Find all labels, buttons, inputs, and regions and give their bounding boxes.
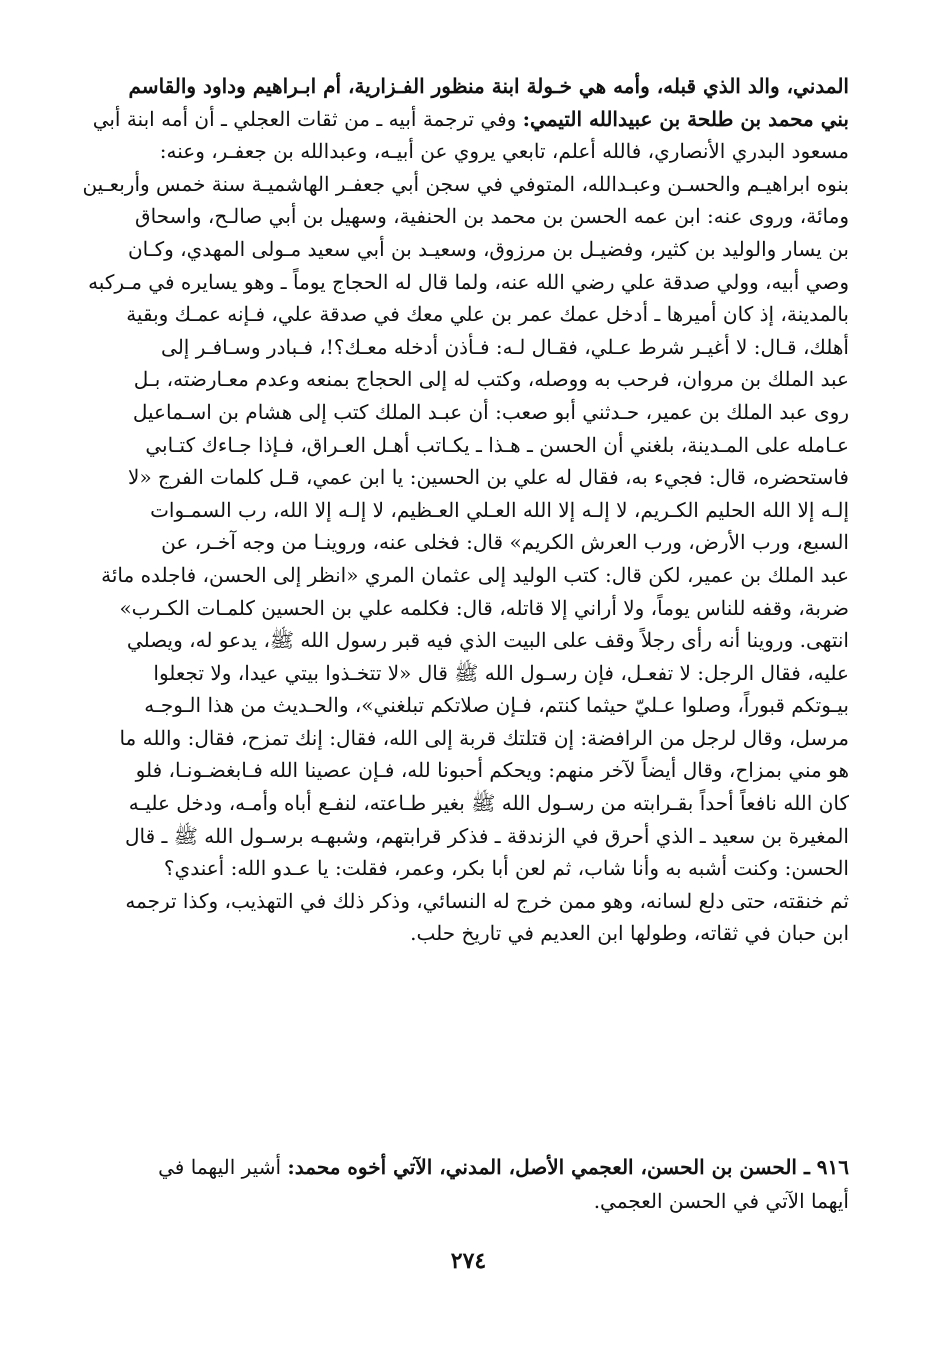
entry-heading: ٩١٦ ـ الحسن بن الحسن، العجمي الأصل، المدني، الآتي أخوه محمد:: [287, 1155, 849, 1179]
text-line: المغيرة بن سعيد ـ الذي أحرق في الزندقة ـ فذكر قرابتهم، وشبهـه برسـول الله ﷺ ـ قال: [124, 823, 849, 848]
text-line: عـامله على المـدينة، بلغني أن الحسن ـ هـذا ـ يكـاتب أهـل العـراق، فـإذا جـاءك كتـابي: [145, 432, 849, 457]
text-line: ثم خنقته، حتى دلع لسانه، وهو ممن خرج له النسائي، وذكر ذلك في التهذيب، وكذا ترجمه: [125, 888, 849, 913]
text-line: هو مني بمزاح، وقال أيضاً لآخر منهم: ويحكم أحبونا لله، فـإن عصينا الله فـابغضـونـا، فلو: [135, 758, 849, 783]
text-line: ابن حبان في ثقاته، وطولها ابن العديم في تاريخ حلب.: [410, 921, 849, 946]
text-line: أهلك، قـال: لا أغيـر شرط عـلي، فقـال لـه: فـأذن أدخله معـك؟!، فـبادر وسـافـر إلى: [161, 334, 849, 359]
text-line: إلـه إلا الله الحليم الكـريم، لا إلـه إلا الله العـلي العـظيم، لا إلـه إلا الله، رب السمـوات: [150, 497, 849, 522]
text-line: عبد الملك بن مروان، فرحب به ووصله، وكتب له إلى الحجاج بمنعه وعدم معـارضته، بـل: [133, 367, 849, 392]
text-line: [70, 103, 849, 136]
text-line: عبد الملك بن عمير، لكن قال: كتب الوليد إلى عثمان المري «انظر إلى الحسن، فاجلده مائة: [101, 562, 849, 587]
text-line: ومائة، وروى عنه: ابن عمه الحسن بن محمد بن الحنفية، وسهيل بن أبي صالـح، واسحاق: [135, 204, 849, 229]
text-line: وصي أبيه، وولي صدقة علي رضي الله عنه، ولما قال له الحجاج يوماً ـ وهو يسايره في مـركبه: [88, 269, 849, 294]
text-line: الحسن: وكنت أشبه به وأنا شاب، ثم لعن أبا بكر، وعمر، فقلت: يا عـدو الله: أعندي؟: [163, 856, 849, 881]
text-line: بن يسار والوليد بن كثير، وفضيـل بن مرزوق، وسعيـد بن أبي سعيد مـولى المهدي، وكـان: [127, 236, 849, 261]
text-line: بنوه ابراهيـم والحسـن وعبـدالله، المتوفي في سجن أبي جعفـر الهاشميـة سنة خمس وأربعـين: [82, 171, 849, 196]
text-line: روى عبد الملك بن عمير، حـدثني أبو صعب: أن عبـد الملك كتب إلى هشام بن اسـماعيل: [132, 399, 849, 424]
entry-916: [70, 1150, 849, 1218]
bold-name-segment: بني محمد بن طلحة بن عبيدالله التيمي:: [522, 106, 849, 131]
text-line: فاستحضره، قال: فجيء به، فقال له علي بن الحسين: يا ابن عمي، قـل كلمات الفرج «لا: [128, 465, 849, 490]
text-line: عليه، فقال الرجل: لا تفعـل، فإن رسـول الله ﷺ قال «لا تتخـذوا بيتي عيدا، ولا تجعلوا: [153, 660, 849, 685]
text-line: كان الله نافعاً أحداً بقـرابته من رسـول الله ﷺ بغير طـاعته، لنفـع أباه وأمـه، ودخل عليـه: [128, 791, 849, 816]
text-line: بالمدينة، إذ كان أميرها ـ أدخل عمك عمر بن علي معك في صدقة علي، فـإنه عمـك وبقية: [126, 302, 849, 327]
text-line: ضربة، وقفه للناس يوماً، ولا أراني إلا قاتله، قال: فكلمه علي بن الحسين كلمـات الكـرب»: [119, 595, 849, 620]
text-segment: وفي ترجمة أبيه ـ من ثقات العجلي ـ أن أمه ابنة أبي: [92, 106, 523, 131]
text-line: مسعود البدري الأنصاري، فالله أعلم، تابعي يروي عن أبيـه، وعبدالله بن جعفـر، وعنه:: [159, 139, 849, 164]
entry-line: [70, 1150, 849, 1184]
text-line: المدني، والد الذي قبله، وأمه هي خـولة ابنة منظور الفـزارية، أم ابـراهيم وداود والقاسم: [128, 74, 849, 98]
text-line: السبع، ورب الأرض، ورب العرش الكريم» قال: فخلى عنه، وروينـا من وجه آخـر، عن: [161, 530, 849, 555]
text-line: انتهى. وروينا أنه رأى رجلاً وقف على البيت الذي فيه قبر رسول الله ﷺ، يدعو له، ويصلي: [126, 628, 849, 653]
entry-line: أيهما الآتي في الحسن العجمي.: [593, 1189, 849, 1213]
main-text-block: [70, 70, 849, 950]
page-number: ٢٧٤: [450, 1248, 487, 1274]
text-line: مرسل، وقال لرجل من الرافضة: إن قتلتك قربة إلى الله، فقال: إنك تمزح، فقال: والله ما: [119, 725, 849, 750]
text-line: بيـوتكم قبوراً، وصلوا عـليّ حيثما كنتم، فـإن صلاتكم تبلغني»، والحـديث من هذا الـوجـه: [144, 693, 849, 718]
entry-text: أشير اليهما في: [158, 1155, 288, 1179]
